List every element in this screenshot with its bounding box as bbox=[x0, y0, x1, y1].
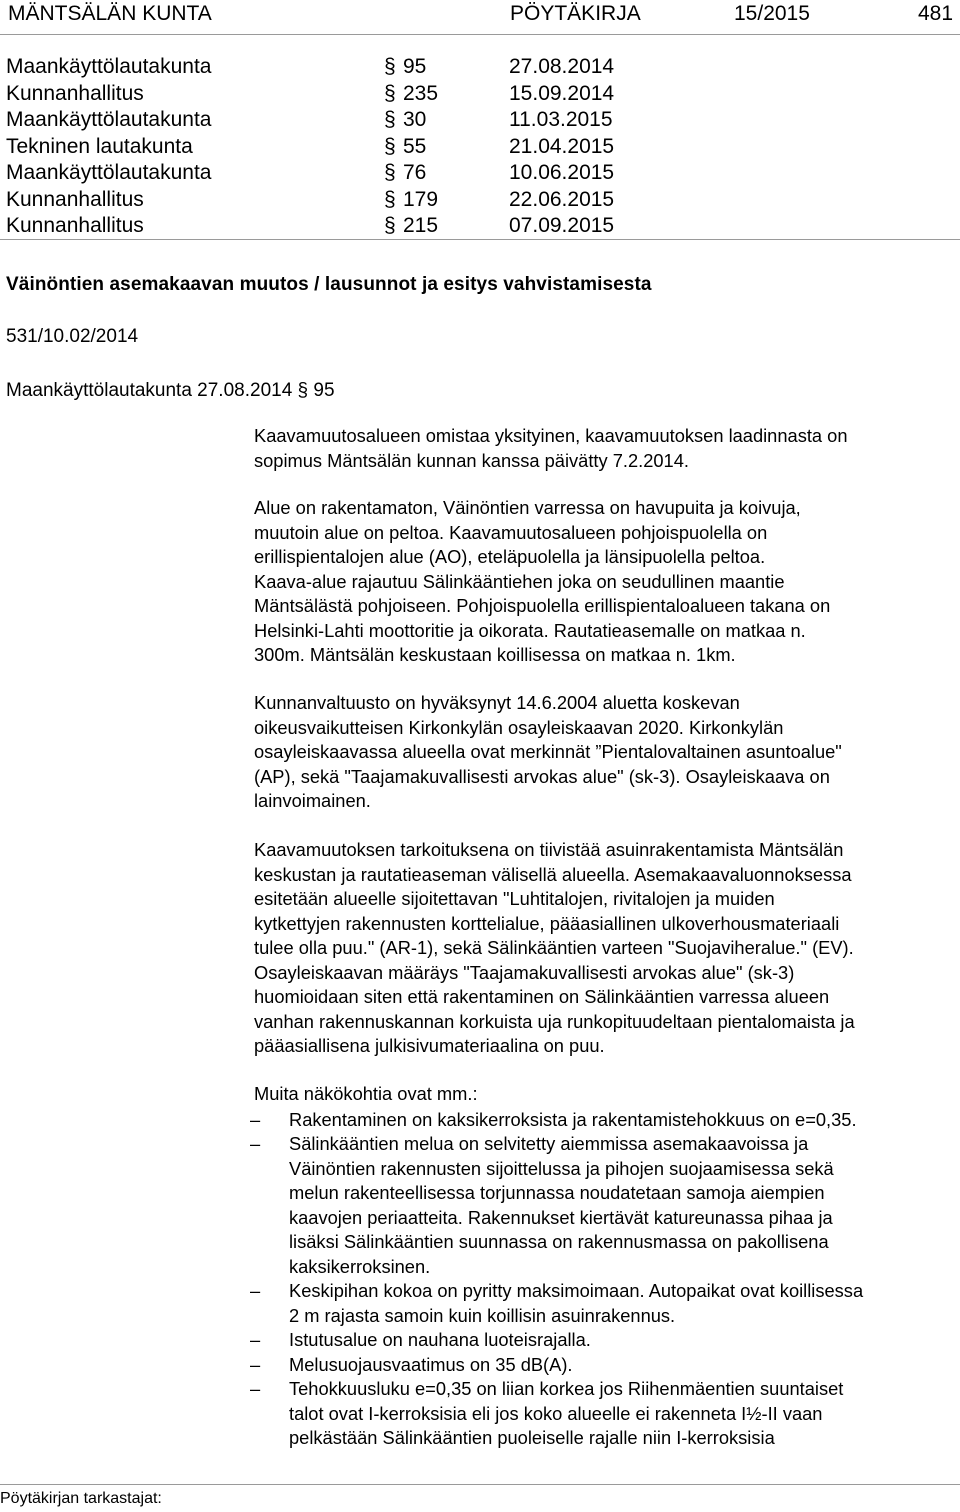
footer-rule bbox=[0, 1484, 960, 1485]
history-body: Maankäyttölautakunta bbox=[6, 161, 212, 184]
history-date: 15.09.2014 bbox=[509, 82, 615, 105]
paragraph-line: kytkettyjen rakennusten korttelialue, pääasiallinen ulkoverhousmateriaali bbox=[254, 912, 840, 934]
header-rule bbox=[0, 34, 960, 35]
list-item-line: Keskipihan kokoa on pyritty maksimoimaan. Autopaikat ovat koillisessa bbox=[289, 1280, 864, 1301]
paragraph-line: keskustan ja rautatieaseman välisellä alueella. Asemakaavaluonnoksessa bbox=[254, 863, 852, 885]
paragraph-line: sopimus Mäntsälän kunnan kanssa päivätty 7.2.2014. bbox=[254, 449, 689, 471]
paragraph-line: oikeusvaikutteisen Kirkonkylän osayleiskaavan 2020. Kirkonkylän bbox=[254, 716, 784, 738]
history-date: 21.04.2015 bbox=[509, 135, 615, 158]
paragraph-line: Kaava-alue rajautuu Sälinkääntiehen joka on seudullinen maantie bbox=[254, 570, 785, 592]
paragraph-line: esitetään alueelle sijoitettavan "Luhtitalojen, rivitalojen ja muiden bbox=[254, 888, 775, 909]
dash-bullet-icon: – bbox=[250, 1280, 261, 1301]
list-item-line: lisäksi Sälinkääntien suunnassa on rakennusmassa on pakollisena bbox=[289, 1231, 829, 1252]
list-item-text bbox=[289, 1353, 573, 1378]
history-body: Maankäyttölautakunta bbox=[6, 108, 212, 131]
dash-bullet-icon: – bbox=[250, 1378, 261, 1399]
list-item-line: Sälinkääntien melua on selvitetty aiemmissa asemakaavoissa ja bbox=[289, 1133, 809, 1154]
paragraph-line: Kunnanvaltuusto on hyväksynyt 14.6.2004 aluetta koskevan bbox=[254, 692, 740, 713]
history-date: 11.03.2015 bbox=[509, 108, 613, 131]
section-sign-icon: § bbox=[384, 188, 396, 211]
item-title: Väinöntien asemakaavan muutos / lausunnot ja esitys vahvistamisesta bbox=[6, 274, 652, 295]
paragraph-line: Alue on rakentamaton, Väinöntien varressa on havupuita ja koivuja, bbox=[254, 497, 801, 518]
paragraph-line: Kaavamuutosalueen omistaa yksityinen, kaavamuutoksen laadinnasta on bbox=[254, 425, 848, 446]
record-number: 531/10.02/2014 bbox=[6, 326, 139, 347]
section-sign-icon: § bbox=[384, 55, 396, 78]
dash-bullet-icon: – bbox=[250, 1354, 261, 1375]
paragraph bbox=[254, 691, 954, 814]
history-section: 215 bbox=[403, 214, 439, 237]
paragraph-line: lainvoimainen. bbox=[254, 790, 371, 811]
footer-label: Pöytäkirjan tarkastajat: bbox=[0, 1490, 162, 1507]
list-item-line: pelkästään Sälinkääntien puoleiselle rajalle niin I-kerroksisia bbox=[289, 1427, 775, 1448]
history-body: Maankäyttölautakunta bbox=[6, 55, 212, 78]
paragraph-line: Mäntsälästä pohjoiseen. Pohjoispuolella erillispientaloalueen takana on bbox=[254, 595, 831, 616]
paragraph-line: erillispientalojen alue (AO), eteläpuolella ja länsipuolella peltoa. bbox=[254, 546, 766, 567]
list-item-line: Väinöntien rakennusten sijoittelussa ja pihojen suojaamisessa sekä bbox=[289, 1157, 834, 1179]
paragraph-line: osayleiskaavassa alueella ovat merkinnät ”Pientalovaltainen asuntoalue" bbox=[254, 741, 842, 762]
list-item-text bbox=[289, 1377, 843, 1451]
list-item-text bbox=[289, 1132, 834, 1279]
dash-bullet-icon: – bbox=[250, 1329, 261, 1350]
paragraph-line: vanhan rakennuskannan korkuista uja runkopituudeltaan pientalomaista ja bbox=[254, 1010, 855, 1032]
list-item-line: 2 m rajasta samoin kuin koillisin asuinrakennus. bbox=[289, 1304, 676, 1326]
list-item-line: Melusuojausvaatimus on 35 dB(A). bbox=[289, 1354, 573, 1375]
history-section: 76 bbox=[403, 161, 427, 184]
list-item-line: kaavojen periaatteita. Rakennukset kiertävät katureunassa pihaa ja bbox=[289, 1206, 833, 1228]
dash-bullet-icon: – bbox=[250, 1133, 261, 1154]
paragraph-line: huomioidaan siten että rakentaminen on Sälinkääntien varressa alueen bbox=[254, 986, 830, 1007]
history-section: 235 bbox=[403, 82, 439, 105]
history-section: 30 bbox=[403, 108, 427, 131]
history-section: 95 bbox=[403, 55, 427, 78]
history-body: Kunnanhallitus bbox=[6, 188, 144, 211]
paragraph-line: Osayleiskaavan määräys "Taajamakuvallisesti arvokas alue" (sk-3) bbox=[254, 961, 795, 983]
paragraph-line: muutoin alue on peltoa. Kaavamuutosalueen pohjoispuolella on bbox=[254, 521, 768, 543]
list-item-line: talot ovat I-kerroksisia eli jos koko alueelle ei rakenneta I½-II vaan bbox=[289, 1402, 823, 1424]
list-item-line: melun rakenteellisessa torjunnassa noudatetaan samoja aiempien bbox=[289, 1182, 825, 1203]
issue-number: 15/2015 bbox=[734, 2, 810, 25]
history-section: 179 bbox=[403, 188, 439, 211]
history-date: 22.06.2015 bbox=[509, 188, 615, 211]
section-sign-icon: § bbox=[384, 82, 396, 105]
paragraph-line: pääasiallisena julkisivumateriaalina on puu. bbox=[254, 1035, 605, 1056]
history-body: Kunnanhallitus bbox=[6, 214, 144, 237]
paragraph bbox=[254, 1082, 954, 1107]
paragraph-line: 300m. Mäntsälän keskustaan koillisessa on matkaa n. 1km. bbox=[254, 644, 736, 665]
paragraph-line: Muita näkökohtia ovat mm.: bbox=[254, 1083, 478, 1104]
organization-name: MÄNTSÄLÄN KUNTA bbox=[8, 2, 212, 25]
page-number: 481 bbox=[918, 2, 954, 25]
document-type: PÖYTÄKIRJA bbox=[510, 2, 641, 25]
history-date: 10.06.2015 bbox=[509, 161, 615, 184]
section-sign-icon: § bbox=[384, 108, 396, 131]
history-section: 55 bbox=[403, 135, 427, 158]
list-item-line: Rakentaminen on kaksikerroksista ja rakentamistehokkuus on e=0,35. bbox=[289, 1109, 857, 1130]
history-date: 07.09.2015 bbox=[509, 214, 615, 237]
paragraph bbox=[254, 838, 954, 1059]
meeting-reference: Maankäyttölautakunta 27.08.2014 § 95 bbox=[6, 380, 335, 401]
list-item-text bbox=[289, 1108, 857, 1133]
list-item-text bbox=[289, 1328, 591, 1353]
list-item-line: Istutusalue on nauhana luoteisrajalla. bbox=[289, 1329, 591, 1350]
section-sign-icon: § bbox=[384, 214, 396, 237]
paragraph-line: Helsinki-Lahti moottoritie ja oikorata. Rautatieasemalle on matkaa n. bbox=[254, 619, 806, 641]
list-item-line: Tehokkuusluku e=0,35 on liian korkea jos Riihenmäentien suuntaiset bbox=[289, 1378, 844, 1399]
section-sign-icon: § bbox=[384, 135, 396, 158]
paragraph-line: (AP), sekä "Taajamakuvallisesti arvokas alue" (sk-3). Osayleiskaava on bbox=[254, 765, 830, 787]
dash-bullet-icon: – bbox=[250, 1109, 261, 1130]
paragraph-line: tulee olla puu." (AR-1), sekä Sälinkääntien varteen "Suojaviheralue." (EV). bbox=[254, 937, 854, 958]
list-item-text bbox=[289, 1279, 863, 1328]
history-body: Tekninen lautakunta bbox=[6, 135, 193, 158]
history-body: Kunnanhallitus bbox=[6, 82, 144, 105]
history-date: 27.08.2014 bbox=[509, 55, 615, 78]
list-item-line: kaksikerroksinen. bbox=[289, 1255, 431, 1277]
paragraph-line: Kaavamuutoksen tarkoituksena on tiivistää asuinrakentamista Mäntsälän bbox=[254, 839, 844, 860]
history-rule bbox=[0, 239, 960, 240]
section-sign-icon: § bbox=[384, 161, 396, 184]
paragraph bbox=[254, 424, 954, 473]
paragraph bbox=[254, 496, 954, 668]
